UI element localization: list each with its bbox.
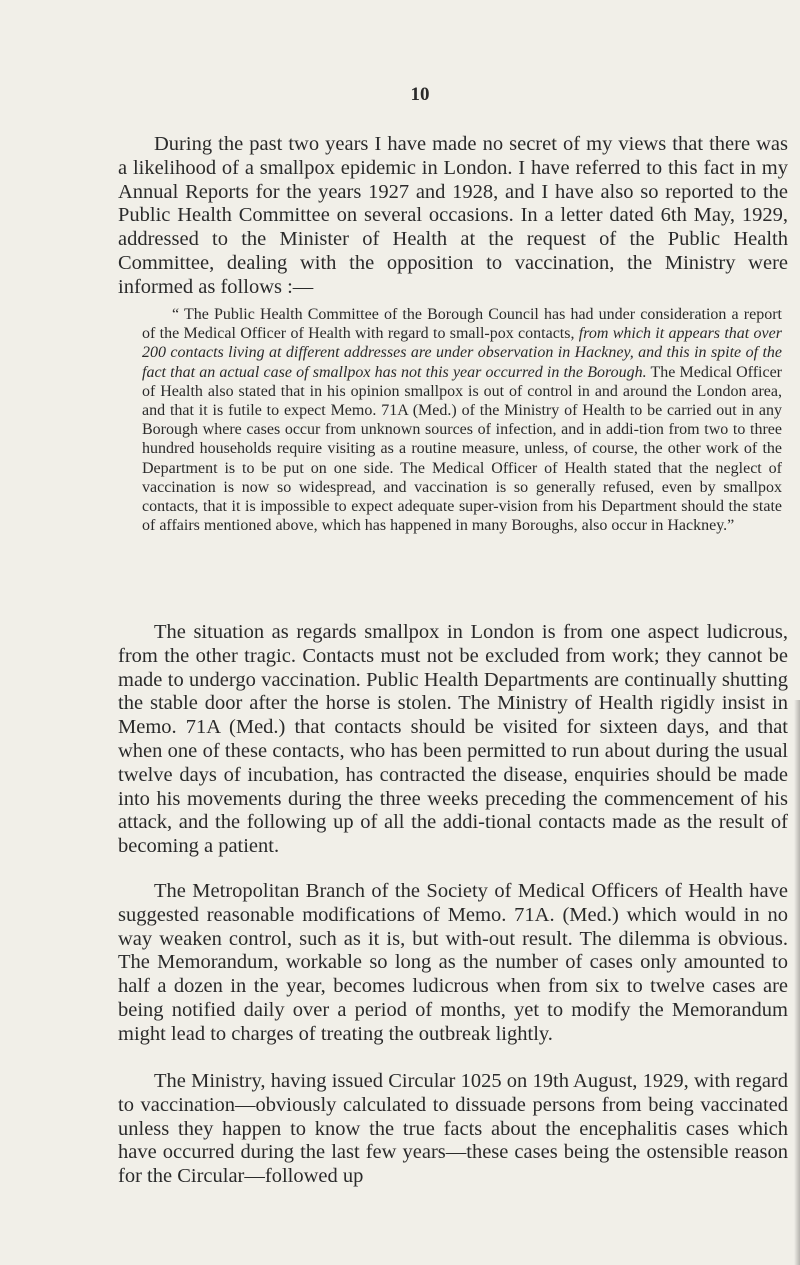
quote-italic-text: from which it appears that over 200 contacts living at different addresses are under observation in Hackney, and this in spite of the fact that an actual case of smallpox has not this year occurred in the Borough. (142, 325, 782, 381)
paragraph-smallpox-views: During the past two years I have made no secret of my views that there was a likelihood of a smallpox epidemic in London. I have referred to this fact in my Annual Reports for the years 1927 and 1928, and I have also so reported to the Public Health Committee on several occasions. In a letter dated 6th May, 1929, addressed to the Minister of Health at the request of the Public Health Committee, dealing with the opposition to vaccination, the Ministry were informed as follows :— (118, 133, 788, 298)
paragraph-situation-london: The situation as regards smallpox in London is from one aspect ludicrous, from the other tragic. Contacts must not be excluded from work; they cannot be made to undergo vaccination. Public Health Departments are continually shutting the stable door after the horse is stolen. The Ministry of Health rigidly insist in Memo. 71A (Med.) that contacts should be visited for sixteen days, and that when one of these contacts, who has been permitted to run about during the usual twelve days of incubation, has contracted the disease, enquiries should be made into his movements during the three weeks preceding the commencement of his attack, and the following up of all the addi-tional contacts made as the result of becoming a patient. (118, 621, 788, 858)
quote-text-end: The Medical Officer of Health also stated that in his opinion smallpox is out of control in and around the London area, and that it is futile to expect Memo. 71A (Med.) of the Ministry of Health to be carried out in any Borough where cases occur from unknown sources of infection, and in addi-tion from two to three hundred households require visiting as a routine measure, unless, of course, the other work of the Department is to be put on one side. The Medical Officer of Health stated that the neglect of vaccination is now so widespread, and vaccination is so generally refused, even by smallpox contacts, that it is impossible to expect adequate super-vision from his Department should the state of affairs mentioned above, which has happened in many Boroughs, also occur in Hackney.” (142, 363, 783, 535)
page-edge-shadow (794, 700, 800, 1265)
paragraph-ministry-circular: The Ministry, having issued Circular 1025 on 19th August, 1929, with regard to vaccination—obviously calculated to dissuade persons from being vaccinated unless they happen to know the true facts about the encephalitis cases which have occurred during the last few years—these cases being the ostensible reason for the Circular—followed up (118, 1070, 788, 1188)
paragraph-metropolitan-branch: The Metropolitan Branch of the Society of Medical Officers of Health have suggested reasonable modifications of Memo. 71A. (Med.) which would in no way weaken control, such as it is, but with-out result. The dilemma is obvious. The Memorandum, workable so long as the number of cases only amounted to half a dozen in the year, becomes ludicrous when from six to twelve cases are being notified daily over a period of months, yet to modify the Memorandum might lead to charges of treating the outbreak lightly. (118, 880, 788, 1045)
block-quote-public-health-committee (142, 305, 782, 535)
quote-text-start: “ The Public Health Committee of the Borough Council has had under consideration a report of the Medical Officer of Health with regard to small-pox contacts, (142, 306, 782, 343)
page-number: 10 (410, 84, 430, 105)
